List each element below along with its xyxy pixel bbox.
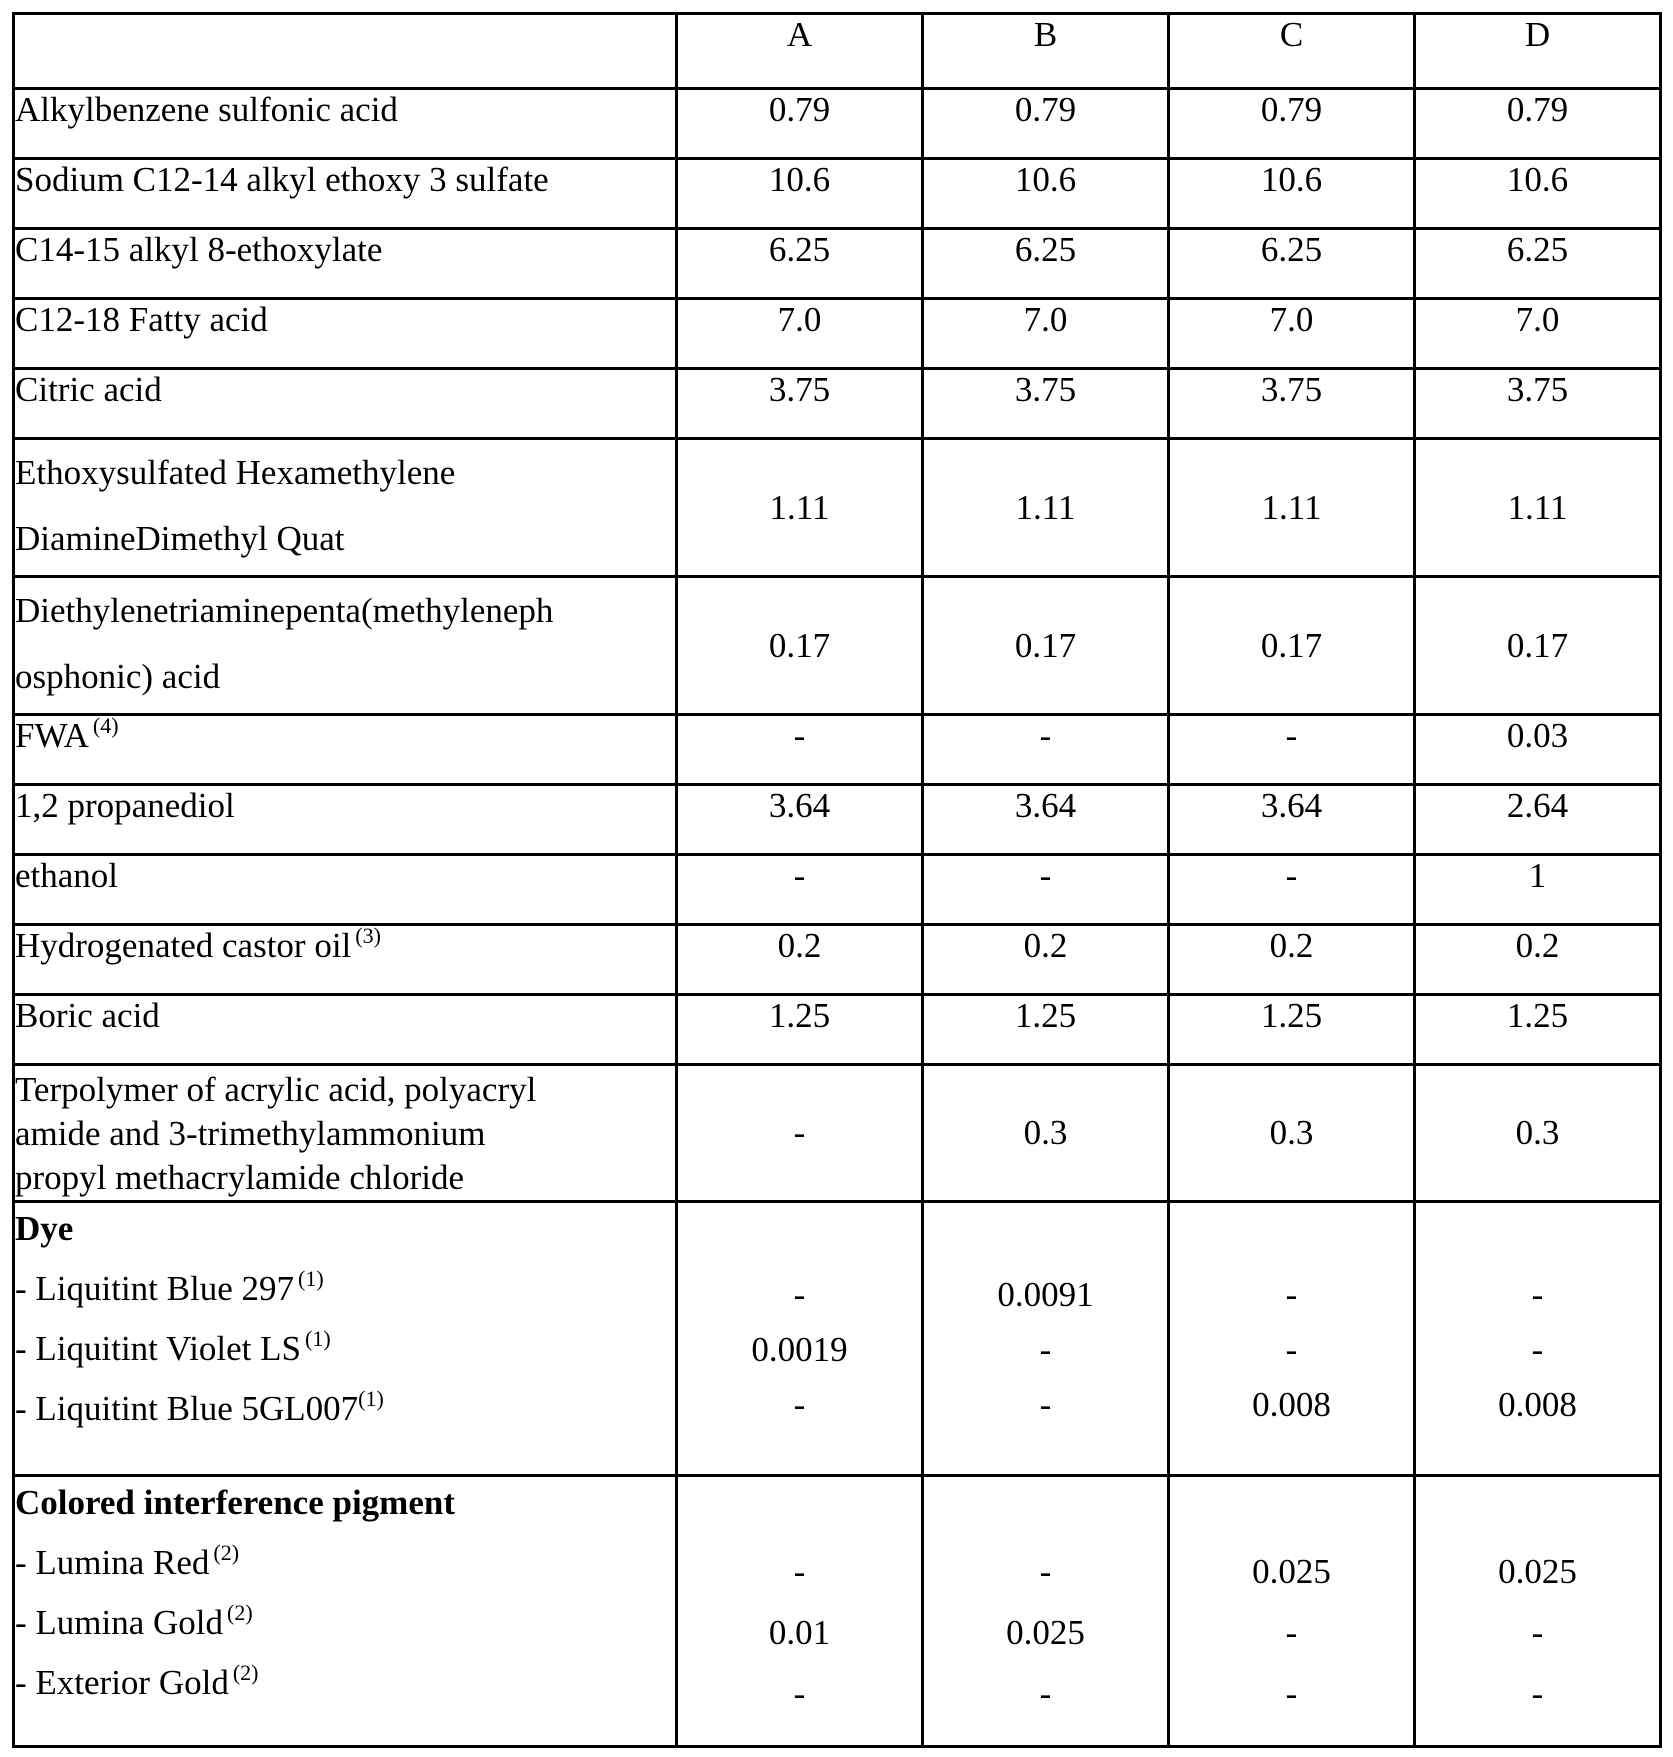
table-row [14, 299, 1661, 369]
ingredient-label [14, 89, 677, 159]
value: 0.0019 [751, 1330, 848, 1369]
value-cell: 10.6 [923, 159, 1169, 229]
value-cell: - [677, 1065, 923, 1202]
value-cell [1169, 1476, 1415, 1747]
value-cell [1415, 1476, 1661, 1747]
label-text: FWA [15, 716, 89, 755]
value: 0.025 [1498, 1552, 1577, 1591]
value: - [1039, 1674, 1052, 1713]
ingredient-label [14, 299, 677, 369]
table-row [14, 1065, 1661, 1202]
value-cell: 10.6 [677, 159, 923, 229]
footnote-ref: (1) [358, 1386, 384, 1411]
value: 0.008 [1498, 1385, 1577, 1424]
value-cell: 1.25 [1169, 995, 1415, 1065]
label-line: Ethoxysulfated Hexamethylene [15, 453, 456, 492]
value-cell: 0.79 [677, 89, 923, 159]
footnote-ref: (4) [92, 713, 119, 738]
group-item [15, 1533, 675, 1593]
value-cell: 3.64 [677, 785, 923, 855]
value-cell: 6.25 [1415, 229, 1661, 299]
label-text: C12-18 Fatty acid [15, 300, 268, 339]
header-cell-ingredient [14, 14, 677, 89]
value: - [793, 1385, 806, 1424]
value-cell: 2.64 [1415, 785, 1661, 855]
value-cell: 7.0 [677, 299, 923, 369]
item-label: - Liquitint Blue 5GL007 [15, 1389, 359, 1428]
value-cell: 0.79 [923, 89, 1169, 159]
value: - [1285, 1330, 1298, 1369]
value-cell: - [677, 855, 923, 925]
ingredient-label [14, 577, 677, 715]
value: - [1039, 1385, 1052, 1424]
footnote-ref: (2) [227, 1600, 253, 1625]
value: - [1285, 1613, 1298, 1652]
value-cell: 3.64 [1169, 785, 1415, 855]
label-text: 1,2 propanediol [15, 786, 235, 825]
value-cell: 0.03 [1415, 715, 1661, 785]
value-cell: 1.11 [923, 439, 1169, 577]
value: - [1531, 1275, 1544, 1314]
table-row [14, 925, 1661, 995]
value: - [1531, 1674, 1544, 1713]
value-cell: 0.17 [1169, 577, 1415, 715]
footnote-ref: (3) [355, 923, 381, 948]
value: - [1039, 1552, 1052, 1591]
table-row [14, 229, 1661, 299]
value-cell: 1.11 [1169, 439, 1415, 577]
value-cell: 0.3 [1169, 1065, 1415, 1202]
value-cell: 3.64 [923, 785, 1169, 855]
value-cell: 10.6 [1169, 159, 1415, 229]
value-cell: - [677, 715, 923, 785]
value-cell: 0.79 [1415, 89, 1661, 159]
value-cell: 0.3 [923, 1065, 1169, 1202]
label-line: Diethylenetriaminepenta(methyleneph [15, 591, 554, 630]
value: 0.025 [1006, 1613, 1085, 1652]
item-label: - Liquitint Violet LS [15, 1329, 301, 1368]
value-cell: - [1169, 715, 1415, 785]
header-cell-b: B [923, 14, 1169, 89]
value: - [1285, 1275, 1298, 1314]
header-cell-d: D [1415, 14, 1661, 89]
label-text: C14-15 alkyl 8-ethoxylate [15, 230, 383, 269]
label-line: Terpolymer of acrylic acid, polyacryl [15, 1070, 537, 1109]
item-label: - Exterior Gold [15, 1663, 229, 1702]
ingredient-label [14, 995, 677, 1065]
value: - [1039, 1330, 1052, 1369]
value-cell: 1.11 [677, 439, 923, 577]
value: 0.0091 [997, 1275, 1094, 1314]
pigment-group-row [14, 1476, 1661, 1747]
label-text: Alkylbenzene sulfonic acid [15, 90, 398, 129]
item-label: - Liquitint Blue 297 [15, 1269, 295, 1308]
value-cell: - [923, 715, 1169, 785]
ingredient-label [14, 925, 677, 995]
group-title: Colored interference pigment [15, 1483, 455, 1522]
label-line: amide and 3-trimethylammonium [15, 1114, 486, 1153]
value-cell [677, 1202, 923, 1476]
value-cell: 10.6 [1415, 159, 1661, 229]
table-row [14, 855, 1661, 925]
table-row [14, 715, 1661, 785]
value-cell: 0.2 [923, 925, 1169, 995]
value-cell: 0.17 [677, 577, 923, 715]
footnote-ref: (1) [298, 1266, 324, 1291]
value-cell [923, 1476, 1169, 1747]
ingredient-label [14, 715, 677, 785]
group-item [15, 1259, 675, 1319]
value: - [793, 1674, 806, 1713]
value-cell: 7.0 [923, 299, 1169, 369]
header-cell-c: C [1169, 14, 1415, 89]
formulation-table [12, 12, 1662, 1748]
value-cell: 0.17 [1415, 577, 1661, 715]
ingredient-label [14, 369, 677, 439]
group-item [15, 1593, 675, 1653]
label-text: Boric acid [15, 996, 160, 1035]
ingredient-label [14, 785, 677, 855]
value-cell: 3.75 [1169, 369, 1415, 439]
dye-group-row [14, 1202, 1661, 1476]
pigment-group-label [14, 1476, 677, 1747]
item-label: - Lumina Red [15, 1543, 210, 1582]
table-row [14, 369, 1661, 439]
value: 0.008 [1252, 1385, 1331, 1424]
label-line: osphonic) acid [15, 657, 221, 696]
value-cell: 1.25 [1415, 995, 1661, 1065]
ingredient-label [14, 229, 677, 299]
value-cell: 7.0 [1169, 299, 1415, 369]
value-cell: 1.11 [1415, 439, 1661, 577]
value-cell: 0.2 [1415, 925, 1661, 995]
value-cell: 6.25 [677, 229, 923, 299]
value-cell: - [1169, 855, 1415, 925]
value-cell [1415, 1202, 1661, 1476]
group-item [15, 1653, 675, 1713]
item-label: - Lumina Gold [15, 1603, 224, 1642]
footnote-ref: (2) [213, 1540, 240, 1565]
value-cell: 0.2 [1169, 925, 1415, 995]
value: 0.01 [768, 1613, 831, 1652]
label-text: ethanol [15, 856, 119, 895]
value-cell: 6.25 [923, 229, 1169, 299]
value-cell: 0.3 [1415, 1065, 1661, 1202]
ingredient-label [14, 159, 677, 229]
header-row [14, 14, 1661, 89]
label-text: Hydrogenated castor oil [15, 926, 352, 965]
group-title: Dye [15, 1209, 74, 1248]
value-cell: 1 [1415, 855, 1661, 925]
table-row [14, 159, 1661, 229]
value-cell: - [923, 855, 1169, 925]
value-cell: 6.25 [1169, 229, 1415, 299]
table-row [14, 995, 1661, 1065]
label-text: Citric acid [15, 370, 162, 409]
value-cell [1169, 1202, 1415, 1476]
group-item [15, 1319, 675, 1379]
table-row [14, 89, 1661, 159]
label-text: Sodium C12-14 alkyl ethoxy 3 sulfate [15, 160, 549, 199]
value-cell: 1.25 [677, 995, 923, 1065]
footnote-ref: (2) [232, 1660, 259, 1685]
group-item [15, 1379, 675, 1439]
label-line: DiamineDimethyl Quat [15, 519, 345, 558]
value-cell [677, 1476, 923, 1747]
value-cell [923, 1202, 1169, 1476]
value: - [793, 1552, 806, 1591]
value-cell: 1.25 [923, 995, 1169, 1065]
value-cell: 0.2 [677, 925, 923, 995]
value: - [1285, 1674, 1298, 1713]
value-cell: 3.75 [1415, 369, 1661, 439]
header-cell-a: A [677, 14, 923, 89]
ingredient-label [14, 1065, 677, 1202]
table-row [14, 577, 1661, 715]
value-cell: 3.75 [923, 369, 1169, 439]
value: - [1531, 1613, 1544, 1652]
ingredient-label [14, 855, 677, 925]
table-row [14, 785, 1661, 855]
label-line: propyl methacrylamide chloride [15, 1158, 465, 1197]
value-cell: 3.75 [677, 369, 923, 439]
value: - [1531, 1330, 1544, 1369]
footnote-ref: (1) [305, 1326, 331, 1351]
value-cell: 0.79 [1169, 89, 1415, 159]
ingredient-label [14, 439, 677, 577]
value: - [793, 1275, 806, 1314]
value: 0.025 [1252, 1552, 1331, 1591]
value-cell: 7.0 [1415, 299, 1661, 369]
value-cell: 0.17 [923, 577, 1169, 715]
table-row [14, 439, 1661, 577]
dye-group-label [14, 1202, 677, 1476]
